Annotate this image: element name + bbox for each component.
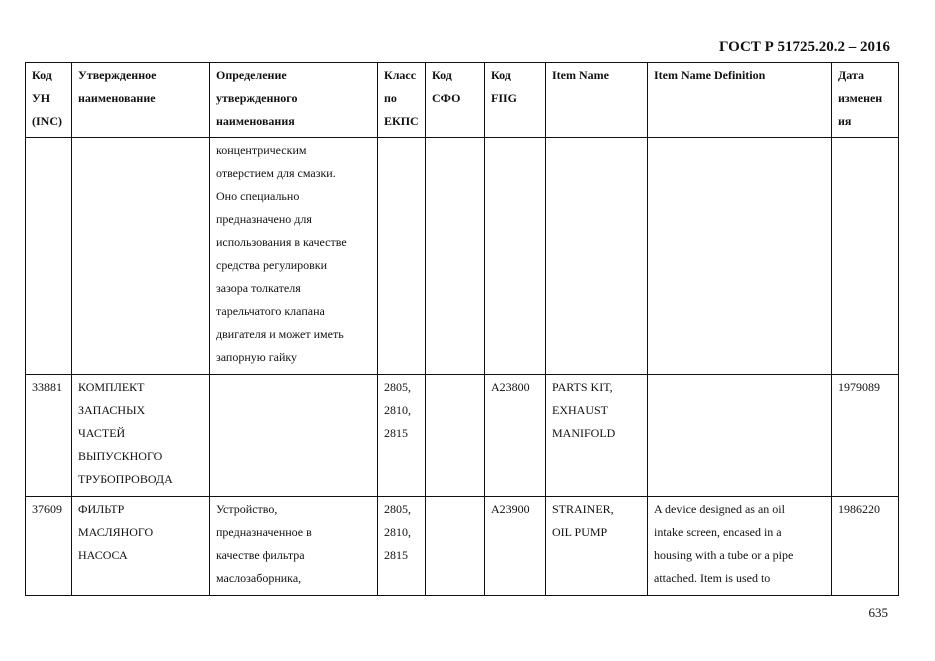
cell-fiig-code: A23900 — [485, 497, 546, 596]
specification-table — [25, 62, 899, 596]
table-row — [26, 375, 899, 497]
cell-fiig-code: A23800 — [485, 375, 546, 497]
cell-definition — [210, 375, 378, 497]
cell-sfo-code — [426, 497, 485, 596]
table-header-row — [26, 63, 899, 138]
cell-fiig-code — [485, 138, 546, 375]
cell-inc-code: 37609 — [26, 497, 72, 596]
cell-item-name: STRAINER, OIL PUMP — [546, 497, 648, 596]
cell-item-name: PARTS KIT, EXHAUST MANIFOLD — [546, 375, 648, 497]
column-header-item-name: Item Name — [546, 63, 648, 138]
cell-sfo-code — [426, 375, 485, 497]
cell-definition: Устройство, предназначенное в качестве фильтра маслозаборника, — [210, 497, 378, 596]
cell-item-name — [546, 138, 648, 375]
cell-item-name-definition — [648, 375, 832, 497]
cell-inc-code: 33881 — [26, 375, 72, 497]
table-row — [26, 138, 899, 375]
cell-inc-code — [26, 138, 72, 375]
column-header-fiig-code: Код FIIG — [485, 63, 546, 138]
cell-definition: концентрическим отверстием для смазки. Оно специально предназначено для использования в качестве средства регулировки зазора толкателя тарельчатого клапана двигателя и может иметь запорную гайку — [210, 138, 378, 375]
cell-change-date — [832, 138, 899, 375]
cell-change-date: 1979089 — [832, 375, 899, 497]
column-header-ekps-class: Класс по ЕКПС — [378, 63, 426, 138]
cell-ekps-class: 2805, 2810, 2815 — [378, 375, 426, 497]
cell-change-date: 1986220 — [832, 497, 899, 596]
column-header-approved-name: Утвержденное наименование — [72, 63, 210, 138]
cell-item-name-definition: A device designed as an oil intake screen, encased in a housing with a tube or a pipe attached. Item is used to — [648, 497, 832, 596]
cell-ekps-class — [378, 138, 426, 375]
column-header-definition: Определение утвержденного наименования — [210, 63, 378, 138]
column-header-inc-code: Код УН (INC) — [26, 63, 72, 138]
column-header-sfo-code: Код СФО — [426, 63, 485, 138]
cell-item-name-definition — [648, 138, 832, 375]
cell-sfo-code — [426, 138, 485, 375]
cell-approved-name: ФИЛЬТР МАСЛЯНОГО НАСОСА — [72, 497, 210, 596]
cell-approved-name — [72, 138, 210, 375]
document-header: ГОСТ Р 51725.20.2 – 2016 — [718, 39, 890, 55]
table-row — [26, 497, 899, 596]
cell-approved-name: КОМПЛЕКТ ЗАПАСНЫХ ЧАСТЕЙ ВЫПУСКНОГО ТРУБОПРОВОДА — [72, 375, 210, 497]
page-number: 635 — [868, 605, 888, 620]
column-header-change-date: Дата изменен ия — [832, 63, 899, 138]
column-header-item-name-definition: Item Name Definition — [648, 63, 832, 138]
cell-ekps-class: 2805, 2810, 2815 — [378, 497, 426, 596]
